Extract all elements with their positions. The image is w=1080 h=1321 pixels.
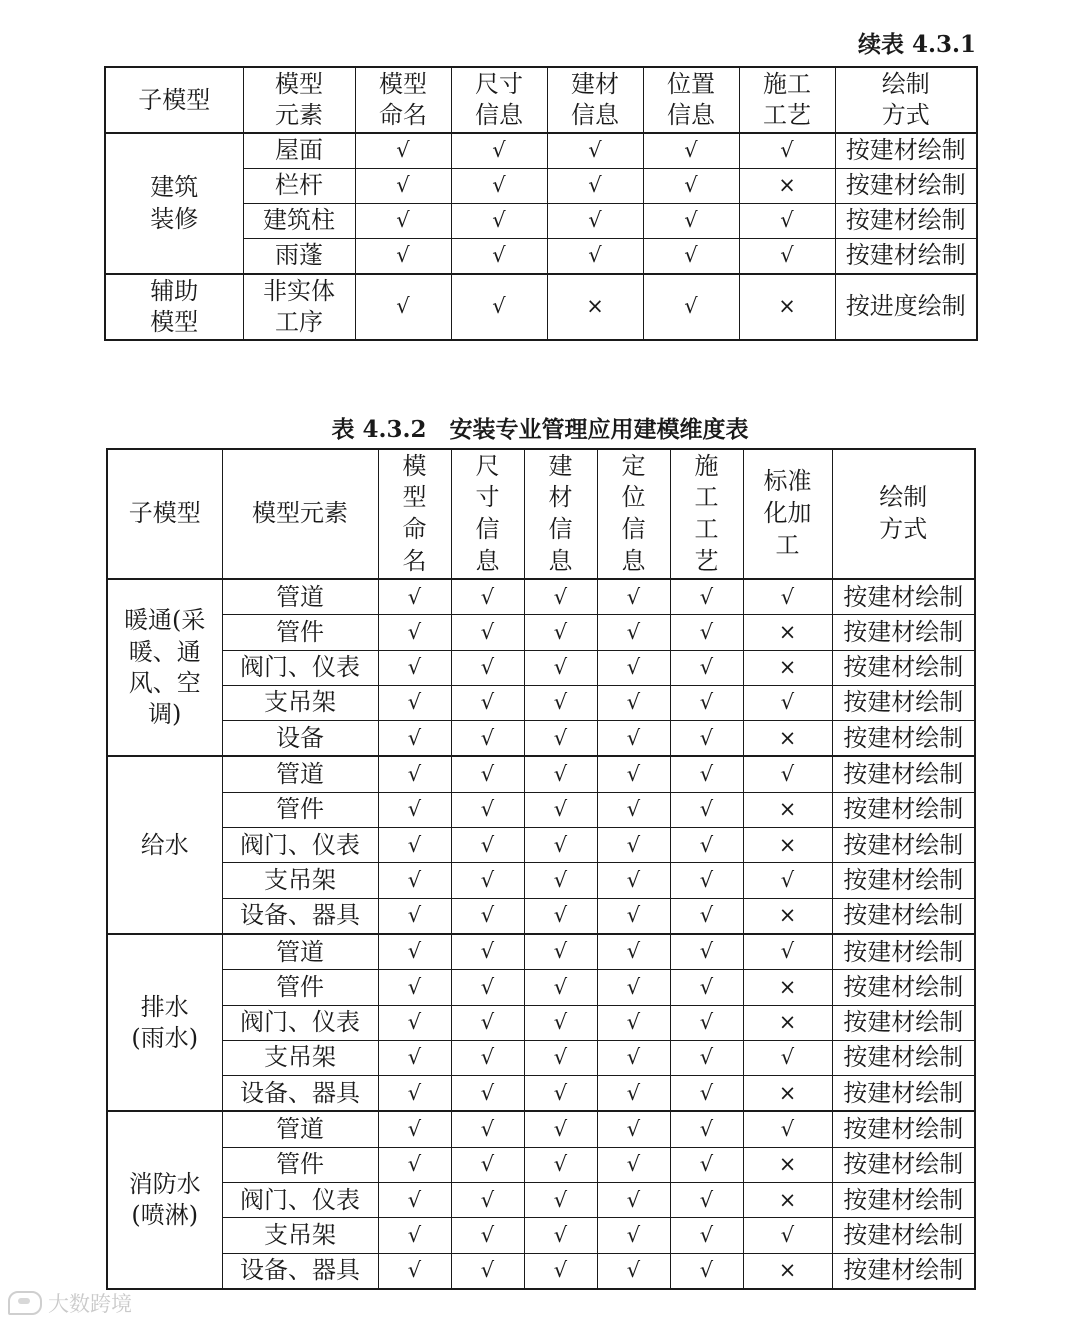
check-mark-cell: √ bbox=[378, 863, 451, 898]
table2-body bbox=[107, 579, 975, 1289]
column-header: 模型元素 bbox=[222, 449, 378, 579]
method-cell: 按建材绘制 bbox=[832, 934, 975, 970]
column-header: 建 材 信 息 bbox=[524, 449, 597, 579]
check-mark-cell: √ bbox=[670, 1005, 743, 1040]
element-cell: 管件 bbox=[222, 970, 378, 1005]
cross-mark-cell: × bbox=[743, 650, 832, 685]
check-mark-cell: √ bbox=[670, 1183, 743, 1218]
check-mark-cell: √ bbox=[670, 934, 743, 970]
table-row bbox=[107, 898, 975, 934]
method-cell: 按建材绘制 bbox=[832, 1147, 975, 1182]
table-row bbox=[107, 970, 975, 1005]
check-mark-cell: √ bbox=[739, 133, 835, 169]
check-mark-cell: √ bbox=[355, 239, 451, 275]
check-mark-cell: √ bbox=[451, 1076, 524, 1112]
method-cell: 按建材绘制 bbox=[832, 650, 975, 685]
check-mark-cell: √ bbox=[451, 274, 547, 340]
column-header: 模 型 命 名 bbox=[378, 449, 451, 579]
check-mark-cell: √ bbox=[597, 1040, 670, 1075]
table2-header-row bbox=[107, 449, 975, 579]
table-row bbox=[107, 579, 975, 615]
element-cell: 建筑柱 bbox=[243, 204, 355, 239]
check-mark-cell: √ bbox=[524, 1111, 597, 1147]
check-mark-cell: √ bbox=[451, 239, 547, 275]
table-row bbox=[107, 685, 975, 720]
check-mark-cell: √ bbox=[451, 685, 524, 720]
element-cell: 管道 bbox=[222, 756, 378, 792]
table-row bbox=[107, 650, 975, 685]
group-name-cell: 消防水 (喷淋) bbox=[107, 1111, 222, 1288]
check-mark-cell: √ bbox=[597, 1253, 670, 1289]
check-mark-cell: √ bbox=[743, 934, 832, 970]
check-mark-cell: √ bbox=[670, 685, 743, 720]
check-mark-cell: √ bbox=[451, 579, 524, 615]
check-mark-cell: √ bbox=[743, 1111, 832, 1147]
element-cell: 支吊架 bbox=[222, 685, 378, 720]
continued-table-label: 续表 4.3.1 bbox=[857, 31, 976, 58]
check-mark-cell: √ bbox=[378, 650, 451, 685]
check-mark-cell: √ bbox=[524, 615, 597, 650]
cross-mark-cell: × bbox=[743, 721, 832, 757]
check-mark-cell: √ bbox=[597, 828, 670, 863]
method-cell: 按建材绘制 bbox=[835, 133, 977, 169]
method-cell: 按建材绘制 bbox=[835, 204, 977, 239]
column-header: 建材 信息 bbox=[547, 67, 643, 133]
cross-mark-cell: × bbox=[743, 1253, 832, 1289]
check-mark-cell: √ bbox=[451, 1183, 524, 1218]
check-mark-cell: √ bbox=[378, 1147, 451, 1182]
check-mark-cell: √ bbox=[597, 579, 670, 615]
check-mark-cell: √ bbox=[451, 1147, 524, 1182]
watermark bbox=[8, 1288, 132, 1318]
check-mark-cell: √ bbox=[739, 204, 835, 239]
check-mark-cell: √ bbox=[378, 1005, 451, 1040]
check-mark-cell: √ bbox=[670, 756, 743, 792]
check-mark-cell: √ bbox=[451, 756, 524, 792]
check-mark-cell: √ bbox=[670, 579, 743, 615]
check-mark-cell: √ bbox=[743, 863, 832, 898]
check-mark-cell: √ bbox=[597, 721, 670, 757]
method-cell: 按建材绘制 bbox=[835, 239, 977, 275]
check-mark-cell: √ bbox=[597, 685, 670, 720]
table-4-3-1-continued bbox=[104, 66, 978, 341]
method-cell: 按建材绘制 bbox=[832, 615, 975, 650]
table-row bbox=[107, 756, 975, 792]
check-mark-cell: √ bbox=[597, 1111, 670, 1147]
check-mark-cell: √ bbox=[547, 133, 643, 169]
check-mark-cell: √ bbox=[378, 792, 451, 827]
check-mark-cell: √ bbox=[670, 898, 743, 934]
check-mark-cell: √ bbox=[378, 721, 451, 757]
check-mark-cell: √ bbox=[743, 1040, 832, 1075]
check-mark-cell: √ bbox=[378, 579, 451, 615]
element-cell: 管道 bbox=[222, 1111, 378, 1147]
check-mark-cell: √ bbox=[378, 898, 451, 934]
column-header: 模型 元素 bbox=[243, 67, 355, 133]
cross-mark-cell: × bbox=[547, 274, 643, 340]
check-mark-cell: √ bbox=[524, 1005, 597, 1040]
check-mark-cell: √ bbox=[524, 970, 597, 1005]
check-mark-cell: √ bbox=[670, 1218, 743, 1253]
check-mark-cell: √ bbox=[743, 756, 832, 792]
table-row bbox=[107, 863, 975, 898]
element-cell: 阀门、仪表 bbox=[222, 1183, 378, 1218]
check-mark-cell: √ bbox=[451, 898, 524, 934]
element-cell: 阀门、仪表 bbox=[222, 1005, 378, 1040]
check-mark-cell: √ bbox=[547, 169, 643, 204]
table-row bbox=[105, 133, 977, 169]
column-header: 模型 命名 bbox=[355, 67, 451, 133]
element-cell: 支吊架 bbox=[222, 1218, 378, 1253]
check-mark-cell: √ bbox=[378, 1111, 451, 1147]
method-cell: 按建材绘制 bbox=[832, 1183, 975, 1218]
table-row bbox=[107, 934, 975, 970]
check-mark-cell: √ bbox=[524, 721, 597, 757]
check-mark-cell: √ bbox=[670, 615, 743, 650]
check-mark-cell: √ bbox=[597, 1147, 670, 1182]
check-mark-cell: √ bbox=[451, 934, 524, 970]
check-mark-cell: √ bbox=[597, 650, 670, 685]
check-mark-cell: √ bbox=[524, 792, 597, 827]
method-cell: 按建材绘制 bbox=[832, 756, 975, 792]
check-mark-cell: √ bbox=[743, 579, 832, 615]
check-mark-cell: √ bbox=[670, 1253, 743, 1289]
check-mark-cell: √ bbox=[378, 1218, 451, 1253]
method-cell: 按建材绘制 bbox=[832, 1253, 975, 1289]
element-cell: 设备 bbox=[222, 721, 378, 757]
table1-header-row bbox=[105, 67, 977, 133]
check-mark-cell: √ bbox=[670, 1147, 743, 1182]
cross-mark-cell: × bbox=[739, 274, 835, 340]
group-name-cell: 辅助 模型 bbox=[105, 274, 243, 340]
method-cell: 按建材绘制 bbox=[835, 169, 977, 204]
cross-mark-cell: × bbox=[743, 1183, 832, 1218]
element-cell: 支吊架 bbox=[222, 1040, 378, 1075]
check-mark-cell: √ bbox=[524, 828, 597, 863]
check-mark-cell: √ bbox=[643, 239, 739, 275]
check-mark-cell: √ bbox=[451, 721, 524, 757]
group-name-cell: 排水 (雨水) bbox=[107, 934, 222, 1111]
cross-mark-cell: × bbox=[739, 169, 835, 204]
check-mark-cell: √ bbox=[378, 934, 451, 970]
check-mark-cell: √ bbox=[524, 1040, 597, 1075]
check-mark-cell: √ bbox=[451, 615, 524, 650]
column-header: 子模型 bbox=[107, 449, 222, 579]
cross-mark-cell: × bbox=[743, 1005, 832, 1040]
table1-body bbox=[105, 133, 977, 340]
column-header: 标准 化加 工 bbox=[743, 449, 832, 579]
column-header: 尺 寸 信 息 bbox=[451, 449, 524, 579]
check-mark-cell: √ bbox=[451, 1040, 524, 1075]
check-mark-cell: √ bbox=[524, 863, 597, 898]
check-mark-cell: √ bbox=[378, 685, 451, 720]
check-mark-cell: √ bbox=[670, 1076, 743, 1112]
element-cell: 雨蓬 bbox=[243, 239, 355, 275]
check-mark-cell: √ bbox=[524, 934, 597, 970]
check-mark-cell: √ bbox=[670, 792, 743, 827]
check-mark-cell: √ bbox=[597, 615, 670, 650]
cross-mark-cell: × bbox=[743, 1076, 832, 1112]
check-mark-cell: √ bbox=[378, 828, 451, 863]
watermark-text: 大数跨境 bbox=[48, 1292, 132, 1316]
check-mark-cell: √ bbox=[378, 1183, 451, 1218]
column-header: 绘制 方式 bbox=[835, 67, 977, 133]
cross-mark-cell: × bbox=[743, 615, 832, 650]
method-cell: 按建材绘制 bbox=[832, 970, 975, 1005]
check-mark-cell: √ bbox=[547, 239, 643, 275]
table-row bbox=[107, 1111, 975, 1147]
check-mark-cell: √ bbox=[451, 1005, 524, 1040]
check-mark-cell: √ bbox=[670, 1040, 743, 1075]
check-mark-cell: √ bbox=[670, 828, 743, 863]
check-mark-cell: √ bbox=[451, 1111, 524, 1147]
method-cell: 按建材绘制 bbox=[832, 1218, 975, 1253]
check-mark-cell: √ bbox=[743, 1218, 832, 1253]
group-name-cell: 暖通(采 暖、通 风、空 调) bbox=[107, 579, 222, 756]
check-mark-cell: √ bbox=[378, 756, 451, 792]
check-mark-cell: √ bbox=[378, 1076, 451, 1112]
chat-bubble-icon bbox=[8, 1291, 42, 1315]
check-mark-cell: √ bbox=[524, 685, 597, 720]
element-cell: 屋面 bbox=[243, 133, 355, 169]
element-cell: 管件 bbox=[222, 1147, 378, 1182]
element-cell: 设备、器具 bbox=[222, 1253, 378, 1289]
table-row bbox=[107, 1076, 975, 1112]
element-cell: 栏杆 bbox=[243, 169, 355, 204]
check-mark-cell: √ bbox=[643, 204, 739, 239]
table-4-3-2 bbox=[106, 448, 976, 1290]
check-mark-cell: √ bbox=[378, 615, 451, 650]
check-mark-cell: √ bbox=[524, 650, 597, 685]
method-cell: 按建材绘制 bbox=[832, 828, 975, 863]
check-mark-cell: √ bbox=[524, 1253, 597, 1289]
check-mark-cell: √ bbox=[451, 133, 547, 169]
method-cell: 按建材绘制 bbox=[832, 1076, 975, 1112]
column-header: 施工 工艺 bbox=[739, 67, 835, 133]
check-mark-cell: √ bbox=[524, 579, 597, 615]
check-mark-cell: √ bbox=[524, 898, 597, 934]
check-mark-cell: √ bbox=[670, 970, 743, 1005]
element-cell: 管道 bbox=[222, 934, 378, 970]
element-cell: 管件 bbox=[222, 615, 378, 650]
check-mark-cell: √ bbox=[524, 1147, 597, 1182]
check-mark-cell: √ bbox=[378, 970, 451, 1005]
table-row bbox=[107, 721, 975, 757]
check-mark-cell: √ bbox=[355, 133, 451, 169]
check-mark-cell: √ bbox=[451, 650, 524, 685]
table-row bbox=[107, 792, 975, 827]
check-mark-cell: √ bbox=[524, 756, 597, 792]
check-mark-cell: √ bbox=[597, 934, 670, 970]
cross-mark-cell: × bbox=[743, 970, 832, 1005]
check-mark-cell: √ bbox=[524, 1183, 597, 1218]
check-mark-cell: √ bbox=[451, 1253, 524, 1289]
cross-mark-cell: × bbox=[743, 898, 832, 934]
check-mark-cell: √ bbox=[597, 792, 670, 827]
check-mark-cell: √ bbox=[378, 1040, 451, 1075]
table-row bbox=[107, 1040, 975, 1075]
table-row bbox=[107, 1218, 975, 1253]
check-mark-cell: √ bbox=[451, 970, 524, 1005]
group-name-cell: 建筑 装修 bbox=[105, 133, 243, 274]
method-cell: 按建材绘制 bbox=[832, 579, 975, 615]
check-mark-cell: √ bbox=[355, 274, 451, 340]
check-mark-cell: √ bbox=[597, 970, 670, 1005]
column-header: 定 位 信 息 bbox=[597, 449, 670, 579]
column-header: 尺寸 信息 bbox=[451, 67, 547, 133]
element-cell: 支吊架 bbox=[222, 863, 378, 898]
element-cell: 阀门、仪表 bbox=[222, 650, 378, 685]
check-mark-cell: √ bbox=[451, 863, 524, 898]
cross-mark-cell: × bbox=[743, 828, 832, 863]
element-cell: 管道 bbox=[222, 579, 378, 615]
check-mark-cell: √ bbox=[597, 1218, 670, 1253]
check-mark-cell: √ bbox=[643, 274, 739, 340]
method-cell: 按建材绘制 bbox=[832, 721, 975, 757]
check-mark-cell: √ bbox=[643, 133, 739, 169]
method-cell: 按建材绘制 bbox=[832, 1040, 975, 1075]
element-cell: 管件 bbox=[222, 792, 378, 827]
method-cell: 按建材绘制 bbox=[832, 863, 975, 898]
method-cell: 按建材绘制 bbox=[832, 792, 975, 827]
element-cell: 非实体 工序 bbox=[243, 274, 355, 340]
check-mark-cell: √ bbox=[451, 169, 547, 204]
check-mark-cell: √ bbox=[355, 204, 451, 239]
check-mark-cell: √ bbox=[547, 204, 643, 239]
check-mark-cell: √ bbox=[451, 792, 524, 827]
check-mark-cell: √ bbox=[597, 1183, 670, 1218]
table-row bbox=[107, 615, 975, 650]
cross-mark-cell: × bbox=[743, 1147, 832, 1182]
column-header: 绘制 方式 bbox=[832, 449, 975, 579]
element-cell: 设备、器具 bbox=[222, 1076, 378, 1112]
check-mark-cell: √ bbox=[743, 685, 832, 720]
element-cell: 设备、器具 bbox=[222, 898, 378, 934]
table2-title: 表 4.3.2 安装专业管理应用建模维度表 bbox=[331, 416, 749, 443]
table-row bbox=[107, 1183, 975, 1218]
group-name-cell: 给水 bbox=[107, 756, 222, 933]
table-row bbox=[107, 828, 975, 863]
table-row bbox=[107, 1005, 975, 1040]
check-mark-cell: √ bbox=[451, 1218, 524, 1253]
check-mark-cell: √ bbox=[524, 1218, 597, 1253]
check-mark-cell: √ bbox=[524, 1076, 597, 1112]
table-row bbox=[107, 1253, 975, 1289]
check-mark-cell: √ bbox=[378, 1253, 451, 1289]
check-mark-cell: √ bbox=[451, 204, 547, 239]
check-mark-cell: √ bbox=[670, 1111, 743, 1147]
method-cell: 按建材绘制 bbox=[832, 898, 975, 934]
table-row bbox=[107, 1147, 975, 1182]
check-mark-cell: √ bbox=[597, 1076, 670, 1112]
check-mark-cell: √ bbox=[597, 863, 670, 898]
cross-mark-cell: × bbox=[743, 792, 832, 827]
check-mark-cell: √ bbox=[670, 650, 743, 685]
column-header: 子模型 bbox=[105, 67, 243, 133]
check-mark-cell: √ bbox=[597, 898, 670, 934]
column-header: 位置 信息 bbox=[643, 67, 739, 133]
element-cell: 阀门、仪表 bbox=[222, 828, 378, 863]
table-row bbox=[105, 274, 977, 340]
method-cell: 按建材绘制 bbox=[832, 685, 975, 720]
check-mark-cell: √ bbox=[643, 169, 739, 204]
check-mark-cell: √ bbox=[355, 169, 451, 204]
check-mark-cell: √ bbox=[670, 721, 743, 757]
check-mark-cell: √ bbox=[597, 1005, 670, 1040]
check-mark-cell: √ bbox=[597, 756, 670, 792]
check-mark-cell: √ bbox=[670, 863, 743, 898]
column-header: 施 工 工 艺 bbox=[670, 449, 743, 579]
check-mark-cell: √ bbox=[739, 239, 835, 275]
method-cell: 按建材绘制 bbox=[832, 1111, 975, 1147]
check-mark-cell: √ bbox=[451, 828, 524, 863]
method-cell: 按进度绘制 bbox=[835, 274, 977, 340]
method-cell: 按建材绘制 bbox=[832, 1005, 975, 1040]
